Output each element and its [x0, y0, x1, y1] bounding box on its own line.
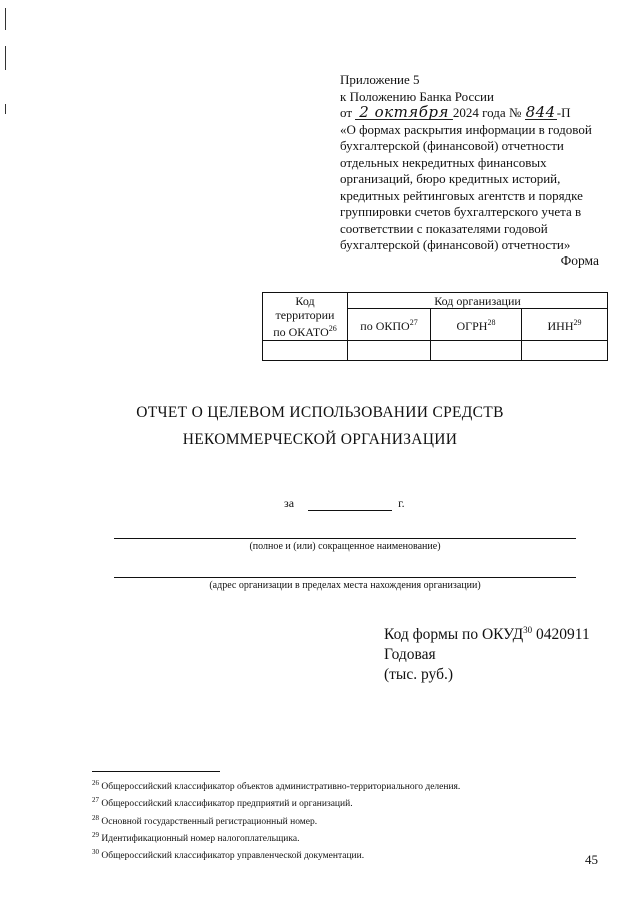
footnote: $^{27}$ Общероссийский классификатор предприятий и организаций. [92, 796, 353, 810]
form-label: Форма [560, 253, 599, 268]
appendix-line: Приложение 5 [340, 72, 420, 87]
org-name-field[interactable] [114, 538, 576, 539]
header-text: по ОКАТО$^{26}$ [273, 324, 337, 339]
footnotes [92, 777, 612, 864]
appendix-line: бухгалтерской (финансовой) отчетности» [340, 237, 571, 252]
appendix-line: «О формах раскрытия информации в годовой [340, 121, 592, 137]
ogrn-header: ОГРН$^{28}$ [431, 309, 522, 341]
org-name-caption: (полное и (или) сокращенное наименование) [249, 541, 441, 552]
footnote: $^{26}$ Общероссийский классификатор объектов административно-территориального деления. [92, 779, 461, 793]
okud-units: (тыс. руб.) [384, 666, 453, 684]
period-year-field[interactable] [308, 498, 392, 511]
margin-mark [5, 46, 6, 70]
footnote: $^{30}$ Общероссийский классификатор управленческой документации. [92, 848, 365, 862]
ogrn-cell[interactable] [431, 341, 522, 361]
okpo-header: по ОКПО$^{27}$ [348, 309, 431, 341]
territory-code-cell[interactable] [263, 341, 348, 361]
date-year: 2024 года № [452, 105, 522, 120]
appendix-line: соответствии с показателями годовой [340, 220, 548, 236]
inn-cell[interactable] [522, 341, 608, 361]
appendix-line: к Положению Банка России [340, 88, 494, 104]
date-prefix: от [340, 105, 353, 120]
report-title-line2: НЕКОММЕРЧЕСКОЙ ОРГАНИЗАЦИИ [182, 431, 458, 448]
org-address-field[interactable] [114, 577, 576, 578]
handwritten-number: 844 [525, 103, 556, 121]
okud-code-line: Код формы по ОКУД$^{30}$ 0420911 [384, 625, 590, 644]
report-title-line1: ОТЧЕТ О ЦЕЛЕВОМ ИСПОЛЬЗОВАНИИ СРЕДСТВ [136, 404, 504, 421]
handwritten-date: 2 октября [355, 105, 453, 120]
codes-table [262, 292, 608, 361]
okud-periodicity: Годовая [384, 646, 436, 664]
appendix-date-line [340, 105, 630, 122]
footnote: $^{29}$ Идентификационный номер налогоплательщика. [92, 831, 300, 845]
footnote: $^{28}$ Основной государственный регистрационный номер. [92, 813, 318, 827]
org-address-caption: (адрес организации в пределах места нахождения организации) [209, 580, 481, 591]
appendix-line: группировки счетов бухгалтерского учета в [340, 204, 582, 219]
appendix-block [340, 72, 630, 254]
okud-block [384, 620, 590, 685]
appendix-line: организаций, бюро кредитных историй, [340, 171, 561, 186]
report-period [284, 496, 405, 511]
margin-mark [5, 104, 6, 114]
header-text: территории [275, 308, 335, 322]
okpo-cell[interactable] [348, 341, 431, 361]
page-number: 45 [585, 852, 598, 867]
appendix-line: кредитных рейтинговых агентств и порядке [340, 187, 583, 203]
appendix-line: бухгалтерской (финансовой) отчетности [340, 138, 564, 153]
margin-mark [5, 8, 6, 30]
appendix-line: отдельных некредитных финансовых [340, 154, 547, 170]
header-text: Код [295, 294, 315, 308]
number-suffix: -П [556, 105, 571, 120]
inn-header: ИНН$^{29}$ [522, 309, 608, 341]
footnote-separator [92, 771, 220, 772]
org-code-header: Код организации [348, 293, 608, 309]
territory-code-header [263, 293, 348, 341]
period-prefix: за [284, 496, 295, 510]
period-suffix: г. [398, 496, 405, 510]
